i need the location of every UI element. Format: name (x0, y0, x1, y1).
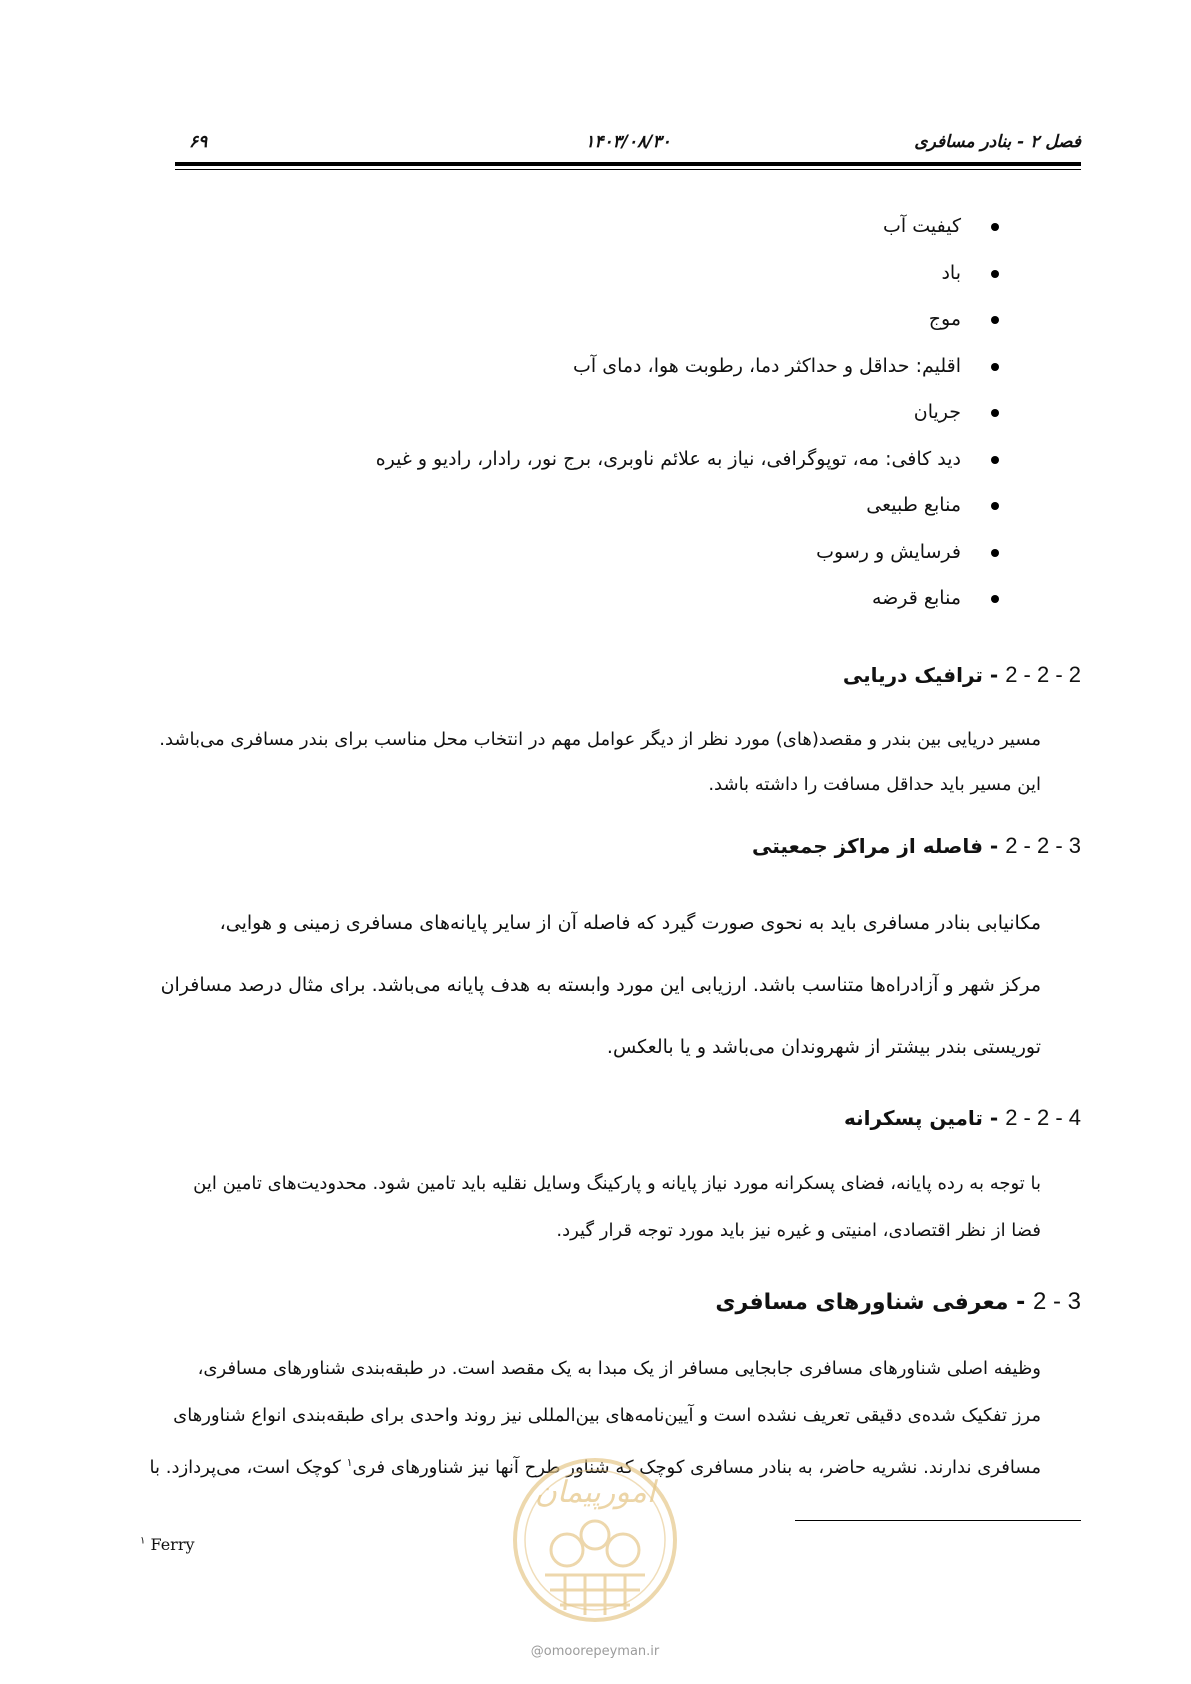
list-item: اقلیم: حداقل و حداکثر دما، رطوبت هوا، دمای آب (376, 354, 1001, 401)
section-paragraph-2-3: وظیفه اصلی شناورهای مسافری جابجایی مسافر از یک مبدا به یک مقصد است. در طبقه‌بندی شناورهای مسافری، مرز تفکیک شده‌ی دقیقی تعریف نشده است و آیین‌نامه‌های بین‌المللی نیز روند واحدی برای طبقه‌بندی انواع شناورهای مسافری ندارند. نشریه حاضر، به بنادر مسافری کوچک که شناور طرح آنها نیز شناورهای فری$^۱$ کوچک است، می‌پردازد. با (149, 1358, 1041, 1478)
footnote-text: Ferry (150, 1535, 195, 1554)
bullet-icon (991, 223, 999, 231)
bullet-icon (991, 595, 999, 603)
section-number: 2 - 3 (1032, 1288, 1081, 1315)
section-number: 2 - 2 - 3 (1005, 833, 1081, 858)
header-rule-thick (175, 162, 1081, 166)
section-heading-2-3: 2 - 3 - معرفی شناورهای مسافری (715, 1288, 1081, 1315)
section-paragraph-2-2-3: مکانیابی بنادر مسافری باید به نحوی صورت گیرد که فاصله آن از سایر پایانه‌های مسافری زمینی و هوایی، مرکز شهر و آزادراه‌ها متناسب باشد. ارزیابی این مورد وابسته به هدف پایانه می‌باشد. برای مثال درصد مسافران توریستی بندر بیشتر از شهروندان می‌باشد و یا بالعکس. (160, 912, 1041, 1058)
list-item: موج (376, 307, 1001, 354)
section-title: فاصله از مراکز جمعیتی (752, 834, 983, 858)
section-number: 2 - 2 - 2 (1005, 662, 1081, 687)
list-item: باد (376, 261, 1001, 308)
list-item: کیفیت آب (376, 214, 1001, 261)
list-item: جریان (376, 400, 1001, 447)
list-item: فرسایش و رسوب (376, 540, 1001, 587)
list-item: دید کافی: مه، توپوگرافی، نیاز به علائم ناوبری، برج نور، رادار، رادیو و غیره (376, 447, 1001, 494)
list-item: منابع قرضه (376, 586, 1001, 633)
bullet-icon (991, 316, 999, 324)
header-rule-thin (175, 169, 1081, 170)
section-title: معرفی شناورهای مسافری (715, 1290, 1009, 1315)
bullet-icon (991, 409, 999, 417)
watermark-site: @omoorepeyman.ir (530, 1644, 660, 1659)
section-paragraph-2-2-2: مسیر دریایی بین بندر و مقصد(های) مورد نظر از دیگر عوامل مهم در انتخاب محل مناسب برای بندر مسافری می‌باشد. این مسیر باید حداقل مسافت را داشته باشد. (159, 729, 1041, 795)
footnote (140, 1535, 195, 1554)
section-title: ترافیک دریایی (842, 663, 983, 687)
section-heading-2-2-2: 2 - 2 - 2 - ترافیک دریایی (842, 662, 1081, 687)
section-heading-2-2-4: 2 - 2 - 4 - تامین پسکرانه (843, 1105, 1081, 1130)
header-date: ۱۴۰۳/۰۸/۳۰ (585, 132, 671, 152)
bullet-icon (991, 549, 999, 557)
watermark-logo (505, 1440, 685, 1655)
section-title: تامین پسکرانه (843, 1106, 983, 1130)
footnote-reference: ۱ (346, 1456, 353, 1469)
footnote-mark: ۱ (140, 1535, 146, 1547)
list-item: منابع طبیعی (376, 493, 1001, 540)
bullet-icon (991, 456, 999, 464)
bullet-icon (991, 502, 999, 510)
chapter-title: فصل ۲ - بنادر مسافری (914, 132, 1081, 152)
bullet-icon (991, 270, 999, 278)
section-paragraph-2-2-4: با توجه به رده پایانه، فضای پسکرانه مورد نیاز پایانه و پارکینگ وسایل نقلیه باید تامین شود. محدودیت‌های تامین این فضا از نظر اقتصادی، امنیتی و غیره نیز باید مورد توجه قرار گیرد. (193, 1173, 1041, 1241)
section-heading-2-2-3: 2 - 2 - 3 - فاصله از مراکز جمعیتی (752, 833, 1081, 858)
section-number: 2 - 2 - 4 (1005, 1105, 1081, 1130)
page-number: ۶۹ (189, 132, 208, 152)
bullet-icon (991, 363, 999, 371)
footnote-rule (795, 1520, 1081, 1521)
site-factors-list (376, 214, 1001, 633)
watermark-logo-text: امورپیمان (534, 1475, 656, 1510)
